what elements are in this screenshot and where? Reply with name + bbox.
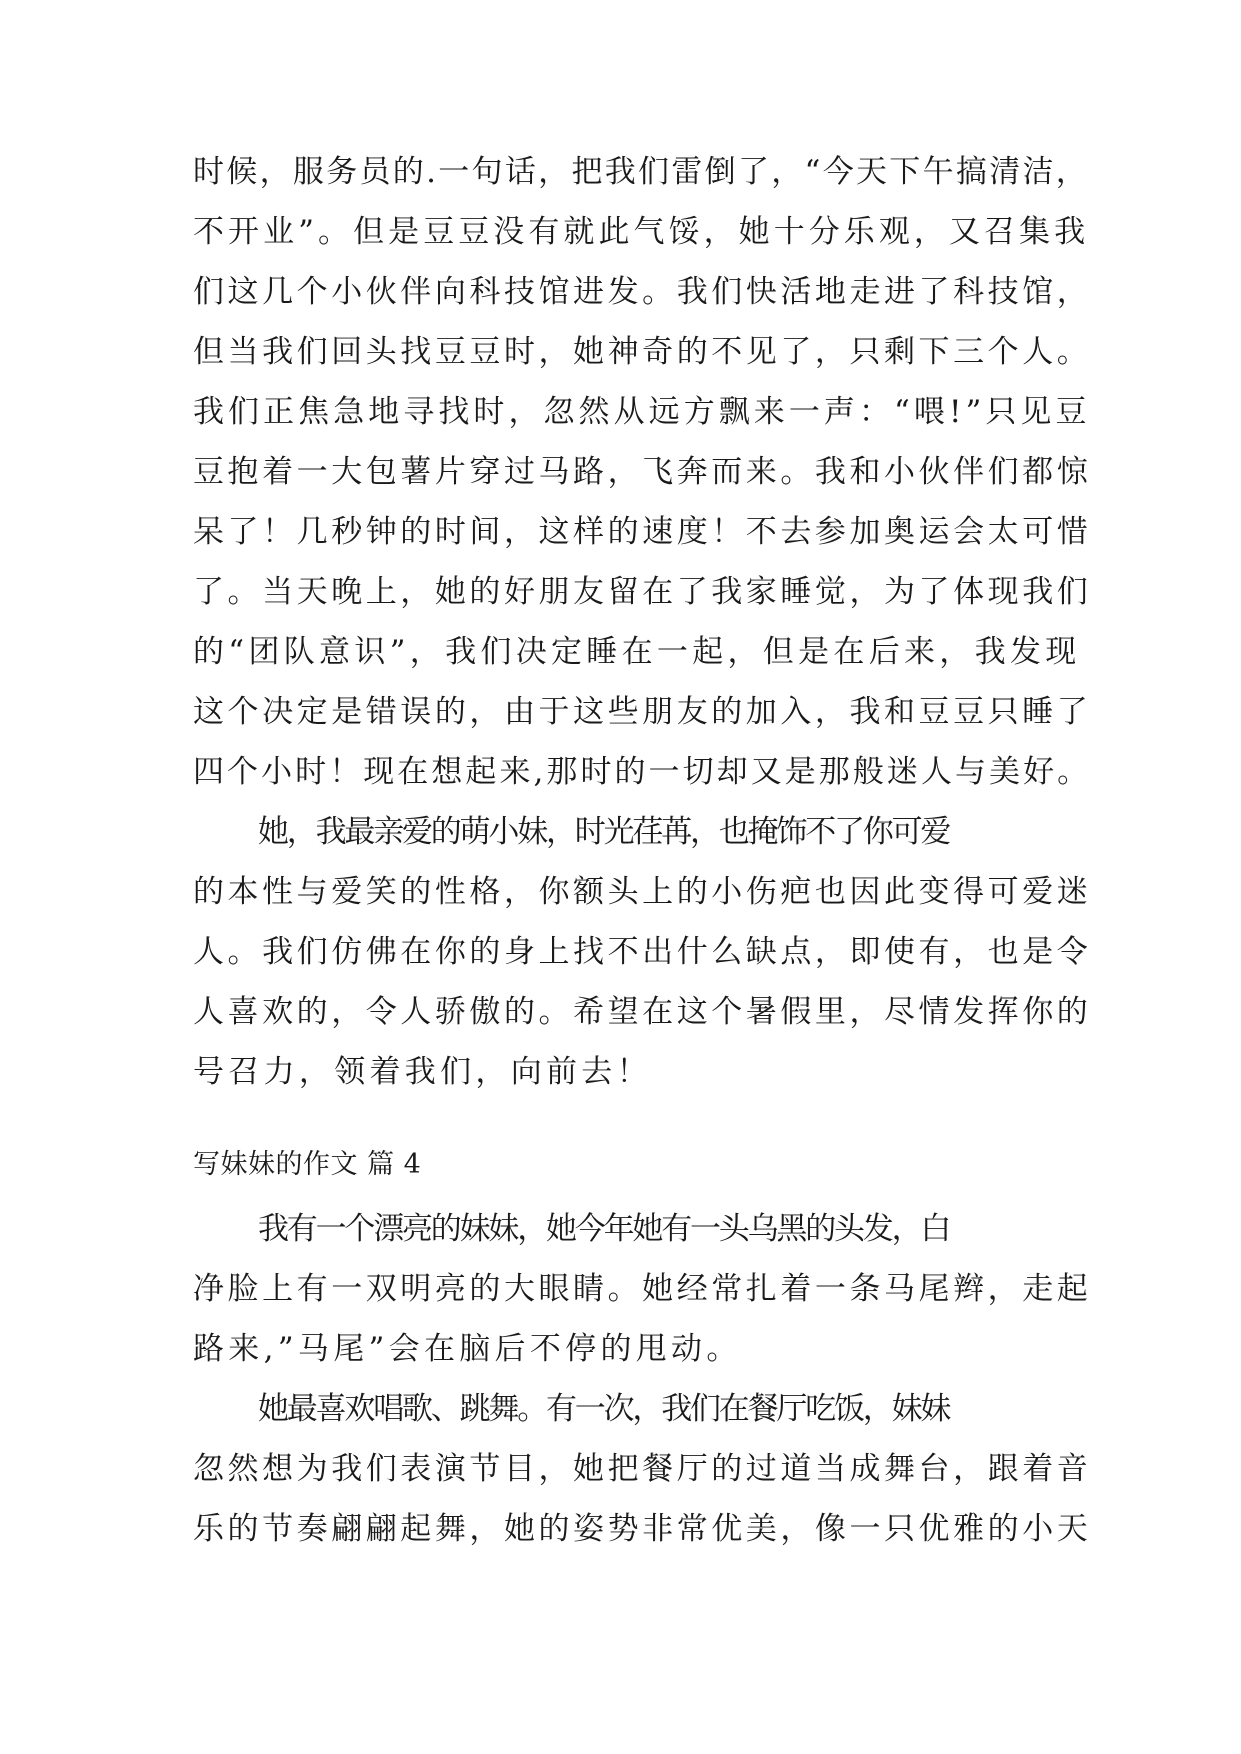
paragraph-line: 忽然想为我们表演节目，她把餐厅的过道当成舞台，跟着音 <box>193 1451 1092 1487</box>
paragraph-line: 了。当天晚上，她的好朋友留在了我家睡觉，为了体现我们 <box>193 574 1092 610</box>
paragraph-line: 她，我最亲爱的萌小妹，时光荏苒，也掩饰不了你可爱 <box>258 814 950 850</box>
paragraph-line: 这个决定是错误的，由于这些朋友的加入，我和豆豆只睡了 <box>193 694 1092 730</box>
paragraph-line: 呆了！几秒钟的时间，这样的速度！不去参加奥运会太可惜 <box>193 514 1092 550</box>
paragraph-line: 我们正焦急地寻找时，忽然从远方飘来一声：“喂!”只见豆 <box>193 394 1091 430</box>
paragraph-line: 号召力，领着我们，向前去！ <box>193 1054 652 1090</box>
paragraph-line: 我有一个漂亮的妹妹，她今年她有一头乌黑的头发，白 <box>258 1211 950 1247</box>
paragraph-line: 人喜欢的，令人骄傲的。希望在这个暑假里，尽情发挥你的 <box>193 994 1092 1030</box>
paragraph-line: 的“团队意识”，我们决定睡在一起，但是在后来，我发现 <box>193 634 1081 670</box>
paragraph-line: 不开业”。但是豆豆没有就此气馁，她十分乐观，又召集我 <box>193 214 1090 250</box>
paragraph-line: 时候，服务员的.一句话，把我们雷倒了，“今天下午搞清洁， <box>193 154 1090 190</box>
paragraph-line: 净脸上有一双明亮的大眼睛。她经常扎着一条马尾辫，走起 <box>193 1271 1092 1307</box>
paragraph-line: 她最喜欢唱歌、跳舞。有一次，我们在餐厅吃饭，妹妹 <box>258 1391 950 1427</box>
section-heading: 写妹妹的作文 篇 4 <box>193 1149 422 1180</box>
paragraph-line: 但当我们回头找豆豆时，她神奇的不见了，只剩下三个人。 <box>193 334 1092 370</box>
paragraph-line: 路来,”马尾”会在脑后不停的甩动。 <box>193 1331 742 1367</box>
paragraph-line: 乐的节奏翩翩起舞，她的姿势非常优美，像一只优雅的小天 <box>193 1511 1092 1547</box>
paragraph-line: 的本性与爱笑的性格，你额头上的小伤疤也因此变得可爱迷 <box>193 874 1092 910</box>
paragraph-line: 豆抱着一大包薯片穿过马路，飞奔而来。我和小伙伴们都惊 <box>193 454 1092 490</box>
paragraph-line: 们这几个小伙伴向科技馆进发。我们快活地走进了科技馆， <box>193 274 1092 310</box>
paragraph-line: 人。我们仿佛在你的身上找不出什么缺点，即使有，也是令 <box>193 934 1092 970</box>
paragraph-line: 四个小时！现在想起来,那时的一切却又是那般迷人与美好。 <box>193 754 1092 790</box>
